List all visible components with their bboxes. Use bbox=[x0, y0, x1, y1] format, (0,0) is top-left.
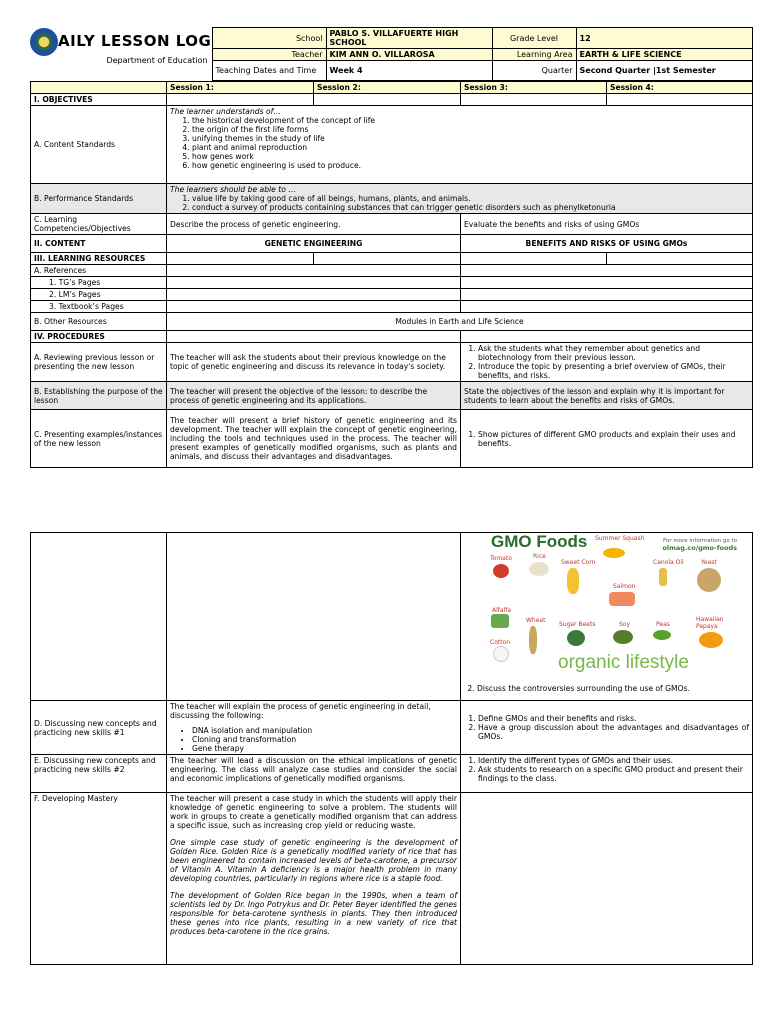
wheat-icon bbox=[529, 626, 537, 654]
procedure-e-right bbox=[461, 755, 753, 793]
area-value: EARTH & LIFE SCIENCE bbox=[576, 49, 752, 61]
list-item: 2. the origin of the first life forms bbox=[192, 125, 749, 134]
content-heading: II. CONTENT bbox=[31, 235, 167, 253]
gmo-item-label: Yeast bbox=[701, 559, 717, 566]
list-item: 1. the historical development of the concept of life bbox=[192, 116, 749, 125]
list-item: 2. Introduce the topic by presenting a brief overview of GMOs, their benefits, and risks. bbox=[478, 362, 749, 380]
yeast-icon bbox=[697, 568, 721, 592]
dates-value: Week 4 bbox=[326, 61, 492, 81]
procedure-f-left: The teacher will present a case study in which the students will apply their knowledge of genetic engineering to solve a problem. The students will work in groups to create a genetically modified organism that can address a specific issue, such as increasing crop yield or reducing waste. One simple case study of genetic engineering is the development of Golden Rice. Golden Rice is a genetically modified variety of rice that has been engineered to contain increased levels of beta-carotene, a precursor of Vitamin A. Vitamin A deficiency is a major health problem in many developing countries, particularly in regions where rice is a staple food. The development of Golden Rice began in the 1990s, when a team of scientists led by Dr. Ingo Potrykus and Dr. Peter Beyer identified the genes responsible for beta-carotene synthesis in plants. They then introduced these genes into rice plants, resulting in a new variety of rice that produces beta-carotene in the rice grains. bbox=[167, 793, 461, 965]
performance-standards-list bbox=[170, 194, 749, 212]
content-standards-cell bbox=[167, 106, 753, 184]
header-table bbox=[30, 27, 753, 81]
gmo-item-label: Cotton bbox=[490, 639, 511, 646]
list-item: 1. Ask the students what they remember about genetics and biotechnology from their previous lesson. bbox=[478, 344, 749, 362]
lesson-log-page-2 bbox=[30, 532, 752, 965]
gmo-item-label: Summer Squash bbox=[595, 535, 645, 542]
school-value: PABLO S. VILLAFUERTE HIGH SCHOOL bbox=[326, 28, 492, 49]
grade-label: Grade Level bbox=[492, 28, 576, 49]
list-item: 1. Show pictures of different GMO products and explain their uses and benefits. bbox=[478, 430, 749, 448]
papaya-icon bbox=[699, 632, 723, 648]
references-label: A. References bbox=[31, 265, 167, 277]
list-item: • Gene therapy bbox=[192, 744, 457, 753]
procedure-c-right bbox=[461, 410, 753, 468]
list-item: 1. Define GMOs and their benefits and risks. bbox=[478, 714, 749, 723]
session-3-header: Session 3: bbox=[461, 82, 607, 94]
quarter-value: Second Quarter |1st Semester bbox=[576, 61, 752, 81]
procedure-e-left: The teacher will lead a discussion on the ethical implications of genetic engineering. The class will analyze case studies and consider the social and economic implications of genetically modified organisms. bbox=[167, 755, 461, 793]
procedure-b-left: The teacher will present the objective of the lesson: to describe the process of genetic engineering and its applications. bbox=[167, 382, 461, 410]
objectives-heading: I. OBJECTIVES bbox=[31, 94, 167, 106]
gmo-item-label: Hawaiian Papaya bbox=[696, 616, 724, 630]
tg-pages-label: 1. TG’s Pages bbox=[31, 277, 167, 289]
performance-standards-intro: The learners should be able to … bbox=[170, 185, 296, 194]
procedure-b-right: State the objectives of the lesson and explain why it is important for students to learn about the benefits and risks of GMOs. bbox=[461, 382, 753, 410]
gmo-item-label: Peas bbox=[656, 621, 670, 628]
gmo-item-label: Sugar Beets bbox=[559, 621, 596, 628]
procedure-f-label: F. Developing Mastery bbox=[31, 793, 167, 965]
procedure-a-label: A. Reviewing previous lesson or presenting the new lesson bbox=[31, 343, 167, 382]
gmo-item-label: Salmon bbox=[613, 583, 636, 590]
gmo-image-cell bbox=[461, 533, 753, 701]
canola-oil-icon bbox=[659, 568, 667, 586]
squash-icon bbox=[603, 548, 625, 558]
list-item: 3. unifying themes in the study of life bbox=[192, 134, 749, 143]
session-4-header: Session 4: bbox=[607, 82, 753, 94]
list-item: 6. how genetic engineering is used to produce. bbox=[192, 161, 749, 170]
teacher-label: Teacher bbox=[212, 49, 326, 61]
list-item: • DNA isolation and manipulation bbox=[192, 726, 457, 735]
gmo-image-info: For more information go to olmag.co/gmo-foods bbox=[662, 538, 737, 552]
list-item: 2. conduct a survey of products containing substances that can trigger genetic disorders such as phenylketonuria bbox=[192, 203, 749, 212]
gmo-item-label: Tomato bbox=[490, 555, 512, 562]
performance-standards-label: B. Performance Standards bbox=[31, 184, 167, 214]
procedure-c-label: C. Presenting examples/instances of the new lesson bbox=[31, 410, 167, 468]
list-item: • Cloning and transformation bbox=[192, 735, 457, 744]
gmo-item-label: Canola Oil bbox=[653, 559, 684, 566]
page-title: AILY LESSON LOG bbox=[58, 32, 212, 50]
organic-lifestyle-logo: organic lifestyle bbox=[558, 652, 689, 673]
deped-seal-icon bbox=[30, 28, 58, 56]
corn-icon bbox=[567, 568, 579, 594]
content-standards-intro: The learner understands of… bbox=[170, 107, 281, 116]
tomato-icon bbox=[493, 564, 509, 578]
dates-label: Teaching Dates and Time bbox=[212, 61, 326, 81]
content-right: BENEFITS AND RISKS OF USING GMOs bbox=[461, 235, 753, 253]
logo-area bbox=[30, 28, 212, 81]
gmo-item-label: Wheat bbox=[526, 617, 546, 624]
soy-icon bbox=[613, 630, 633, 644]
competencies-right: Evaluate the benefits and risks of using GMOs bbox=[461, 214, 753, 235]
area-label: Learning Area bbox=[492, 49, 576, 61]
list-item: 2. Discuss the controversies surrounding the use of GMOs. bbox=[477, 684, 750, 693]
resources-heading: III. LEARNING RESOURCES bbox=[31, 253, 167, 265]
procedure-d-label: D. Discussing new concepts and practicing new skills #1 bbox=[31, 701, 167, 755]
procedure-e-label: E. Discussing new concepts and practicing new skills #2 bbox=[31, 755, 167, 793]
gmo-image-title: GMO Foods bbox=[491, 534, 588, 551]
procedure-a-right bbox=[461, 343, 753, 382]
lesson-table-continued bbox=[30, 532, 753, 965]
competencies-left: Describe the process of genetic engineering. bbox=[167, 214, 461, 235]
content-standards-label: A. Content Standards bbox=[31, 106, 167, 184]
performance-standards-cell bbox=[167, 184, 753, 214]
lesson-log-page-1 bbox=[30, 27, 752, 468]
session-spacer bbox=[31, 82, 167, 94]
procedure-b-label: B. Establishing the purpose of the lesson bbox=[31, 382, 167, 410]
gmo-item-label: Rice bbox=[533, 553, 546, 560]
list-item: 4. plant and animal reproduction bbox=[192, 143, 749, 152]
school-label: School bbox=[212, 28, 326, 49]
textbook-pages-label: 3. Textbook’s Pages bbox=[31, 301, 167, 313]
department-name: Department of Education bbox=[106, 55, 208, 65]
gmo-item-label: Soy bbox=[619, 621, 631, 628]
sugar-beets-icon bbox=[567, 630, 585, 646]
procedure-c-left: The teacher will present a brief history of genetic engineering and its development. The teacher will explain the concept of genetic engineering, including the tools and techniques used in the process. The teacher will present examples of genetically modified organisms, such as plants and animals, and discuss their advantages and disadvantages. bbox=[167, 410, 461, 468]
other-resources-value: Modules in Earth and Life Science bbox=[167, 313, 753, 331]
gmo-item-label: Sweet Corn bbox=[561, 559, 596, 566]
content-left: GENETIC ENGINEERING bbox=[167, 235, 461, 253]
list-item: 2. Have a group discussion about the advantages and disadvantages of GMOs. bbox=[478, 723, 749, 741]
procedure-a-left: The teacher will ask the students about their previous knowledge on the topic of genetic engineering and discuss its relevance in today's society. bbox=[167, 343, 461, 382]
list-item: 5. how genes work bbox=[192, 152, 749, 161]
list-item: 1. value life by taking good care of all beings, humans, plants, and animals. bbox=[192, 194, 749, 203]
lm-pages-label: 2. LM’s Pages bbox=[31, 289, 167, 301]
list-item: 1. Identify the different types of GMOs and their uses. bbox=[478, 756, 749, 765]
procedure-d-left: The teacher will explain the process of genetic engineering in detail, discussing the following: • DNA isolation and manipulation • Cloning and transformation • Gene therapy bbox=[167, 701, 461, 755]
procedures-heading: IV. PROCEDURES bbox=[31, 331, 167, 343]
cotton-icon bbox=[493, 646, 509, 662]
procedure-d-right bbox=[461, 701, 753, 755]
teacher-value: KIM ANN O. VILLAROSA bbox=[326, 49, 492, 61]
grade-value: 12 bbox=[576, 28, 752, 49]
other-resources-label: B. Other Resources bbox=[31, 313, 167, 331]
content-standards-list bbox=[170, 116, 749, 170]
gmo-item-label: Alfalfa bbox=[492, 607, 512, 614]
quarter-label: Quarter bbox=[492, 61, 576, 81]
salmon-icon bbox=[609, 592, 635, 606]
list-item: 2. Ask students to research on a specific GMO product and present their findings to the class. bbox=[478, 765, 749, 783]
alfalfa-icon bbox=[491, 614, 509, 628]
rice-icon bbox=[529, 562, 549, 576]
lesson-table bbox=[30, 81, 753, 468]
session-2-header: Session 2: bbox=[314, 82, 461, 94]
competencies-label: C. Learning Competencies/Objectives bbox=[31, 214, 167, 235]
session-1-header: Session 1: bbox=[167, 82, 314, 94]
peas-icon bbox=[653, 630, 671, 640]
gmo-foods-image bbox=[463, 534, 741, 682]
